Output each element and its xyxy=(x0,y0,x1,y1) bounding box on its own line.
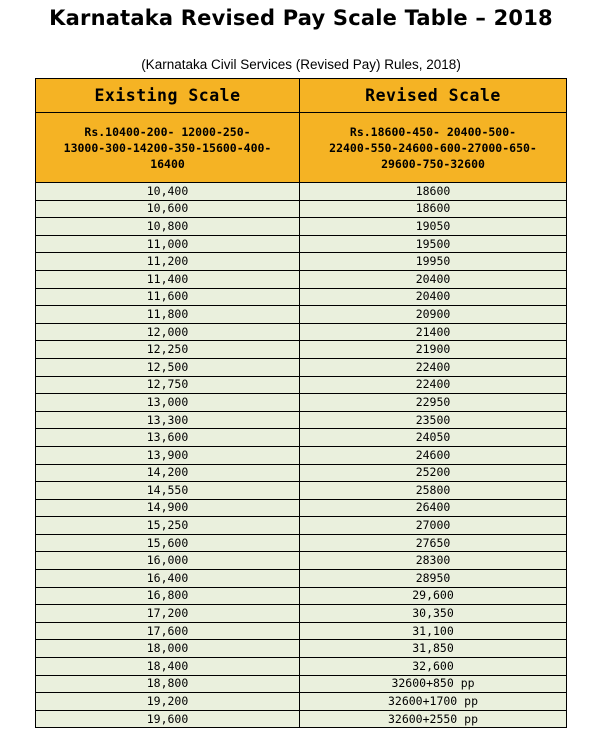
table-row xyxy=(36,306,567,324)
table-row xyxy=(36,710,567,728)
table-row xyxy=(36,446,567,464)
table-row xyxy=(36,517,567,535)
revised-pay-cell: 19500 xyxy=(300,235,567,253)
revised-pay-cell: 21900 xyxy=(300,341,567,359)
table-row xyxy=(36,200,567,218)
existing-pay-cell: 10,600 xyxy=(36,200,300,218)
revised-pay-cell: 27650 xyxy=(300,534,567,552)
existing-pay-cell: 18,400 xyxy=(36,658,300,676)
existing-pay-cell: 14,900 xyxy=(36,499,300,517)
existing-scale-text: Rs.10400-200- 12000-250- 13000-300-14200-350-15600-400-16400 xyxy=(63,124,272,171)
revised-pay-cell: 20400 xyxy=(300,288,567,306)
table-row xyxy=(36,693,567,711)
revised-pay-cell: 21400 xyxy=(300,323,567,341)
table-row xyxy=(36,482,567,500)
revised-pay-cell: 31,100 xyxy=(300,622,567,640)
revised-pay-cell: 28300 xyxy=(300,552,567,570)
existing-pay-cell: 11,400 xyxy=(36,270,300,288)
table-row xyxy=(36,552,567,570)
revised-pay-cell: 19950 xyxy=(300,253,567,271)
existing-pay-cell: 12,250 xyxy=(36,341,300,359)
revised-pay-cell: 22950 xyxy=(300,394,567,412)
revised-pay-cell: 28950 xyxy=(300,570,567,588)
table-row xyxy=(36,376,567,394)
revised-pay-cell: 25800 xyxy=(300,482,567,500)
existing-pay-cell: 14,200 xyxy=(36,464,300,482)
table-row xyxy=(36,288,567,306)
revised-pay-cell: 19050 xyxy=(300,218,567,236)
revised-pay-cell: 32,600 xyxy=(300,658,567,676)
revised-pay-cell: 31,850 xyxy=(300,640,567,658)
revised-pay-cell: 20400 xyxy=(300,270,567,288)
header-revised-scale: Revised Scale xyxy=(300,79,567,113)
existing-pay-cell: 12,500 xyxy=(36,358,300,376)
existing-pay-cell: 11,800 xyxy=(36,306,300,324)
table-row xyxy=(36,622,567,640)
revised-pay-cell: 32600+2550 pp xyxy=(300,710,567,728)
table-row xyxy=(36,534,567,552)
existing-pay-cell: 14,550 xyxy=(36,482,300,500)
existing-pay-cell: 18,800 xyxy=(36,675,300,693)
existing-pay-cell: 11,000 xyxy=(36,235,300,253)
table-row xyxy=(36,358,567,376)
existing-pay-cell: 13,900 xyxy=(36,446,300,464)
revised-pay-cell: 20900 xyxy=(300,306,567,324)
table-row xyxy=(36,323,567,341)
existing-pay-cell: 11,600 xyxy=(36,288,300,306)
existing-pay-cell: 19,200 xyxy=(36,693,300,711)
revised-pay-cell: 27000 xyxy=(300,517,567,535)
table-row xyxy=(36,183,567,201)
existing-pay-cell: 16,400 xyxy=(36,570,300,588)
revised-pay-cell: 32600+850 pp xyxy=(300,675,567,693)
table-row xyxy=(36,658,567,676)
revised-pay-cell: 24050 xyxy=(300,429,567,447)
table-row xyxy=(36,570,567,588)
table-row xyxy=(36,253,567,271)
revised-pay-cell: 18600 xyxy=(300,200,567,218)
revised-pay-cell: 25200 xyxy=(300,464,567,482)
header-existing-scale: Existing Scale xyxy=(36,79,300,113)
revised-pay-cell: 22400 xyxy=(300,376,567,394)
revised-pay-cell: 23500 xyxy=(300,411,567,429)
scale-definition-row xyxy=(36,113,567,183)
table-row xyxy=(36,587,567,605)
existing-pay-cell: 10,800 xyxy=(36,218,300,236)
revised-scale-text: Rs.18600-450- 20400-500- 22400-550-24600-600-27000-650-29600-750-32600 xyxy=(329,124,537,171)
revised-scale-definition xyxy=(300,113,567,183)
table-row xyxy=(36,499,567,517)
existing-pay-cell: 16,000 xyxy=(36,552,300,570)
existing-pay-cell: 17,600 xyxy=(36,622,300,640)
existing-pay-cell: 12,000 xyxy=(36,323,300,341)
page-title: Karnataka Revised Pay Scale Table – 2018 xyxy=(49,6,553,30)
existing-pay-cell: 10,400 xyxy=(36,183,300,201)
existing-pay-cell: 13,600 xyxy=(36,429,300,447)
revised-pay-cell: 30,350 xyxy=(300,605,567,623)
table-row xyxy=(36,675,567,693)
revised-pay-cell: 29,600 xyxy=(300,587,567,605)
revised-pay-cell: 32600+1700 pp xyxy=(300,693,567,711)
revised-pay-cell: 22400 xyxy=(300,358,567,376)
existing-pay-cell: 15,250 xyxy=(36,517,300,535)
revised-pay-cell: 24600 xyxy=(300,446,567,464)
existing-pay-cell: 11,200 xyxy=(36,253,300,271)
table-header-row xyxy=(36,79,567,113)
pay-scale-table xyxy=(35,78,567,728)
table-row xyxy=(36,394,567,412)
existing-pay-cell: 19,600 xyxy=(36,710,300,728)
existing-pay-cell: 13,300 xyxy=(36,411,300,429)
table-row xyxy=(36,429,567,447)
revised-pay-cell: 26400 xyxy=(300,499,567,517)
existing-pay-cell: 12,750 xyxy=(36,376,300,394)
table-row xyxy=(36,605,567,623)
table-row xyxy=(36,411,567,429)
existing-pay-cell: 13,000 xyxy=(36,394,300,412)
existing-scale-definition xyxy=(36,113,300,183)
table-row xyxy=(36,464,567,482)
table-row xyxy=(36,270,567,288)
existing-pay-cell: 18,000 xyxy=(36,640,300,658)
table-row xyxy=(36,235,567,253)
table-row xyxy=(36,218,567,236)
revised-pay-cell: 18600 xyxy=(300,183,567,201)
existing-pay-cell: 17,200 xyxy=(36,605,300,623)
table-row xyxy=(36,341,567,359)
existing-pay-cell: 16,800 xyxy=(36,587,300,605)
table-row xyxy=(36,640,567,658)
existing-pay-cell: 15,600 xyxy=(36,534,300,552)
page-subtitle: (Karnataka Civil Services (Revised Pay) Rules, 2018) xyxy=(141,57,461,72)
